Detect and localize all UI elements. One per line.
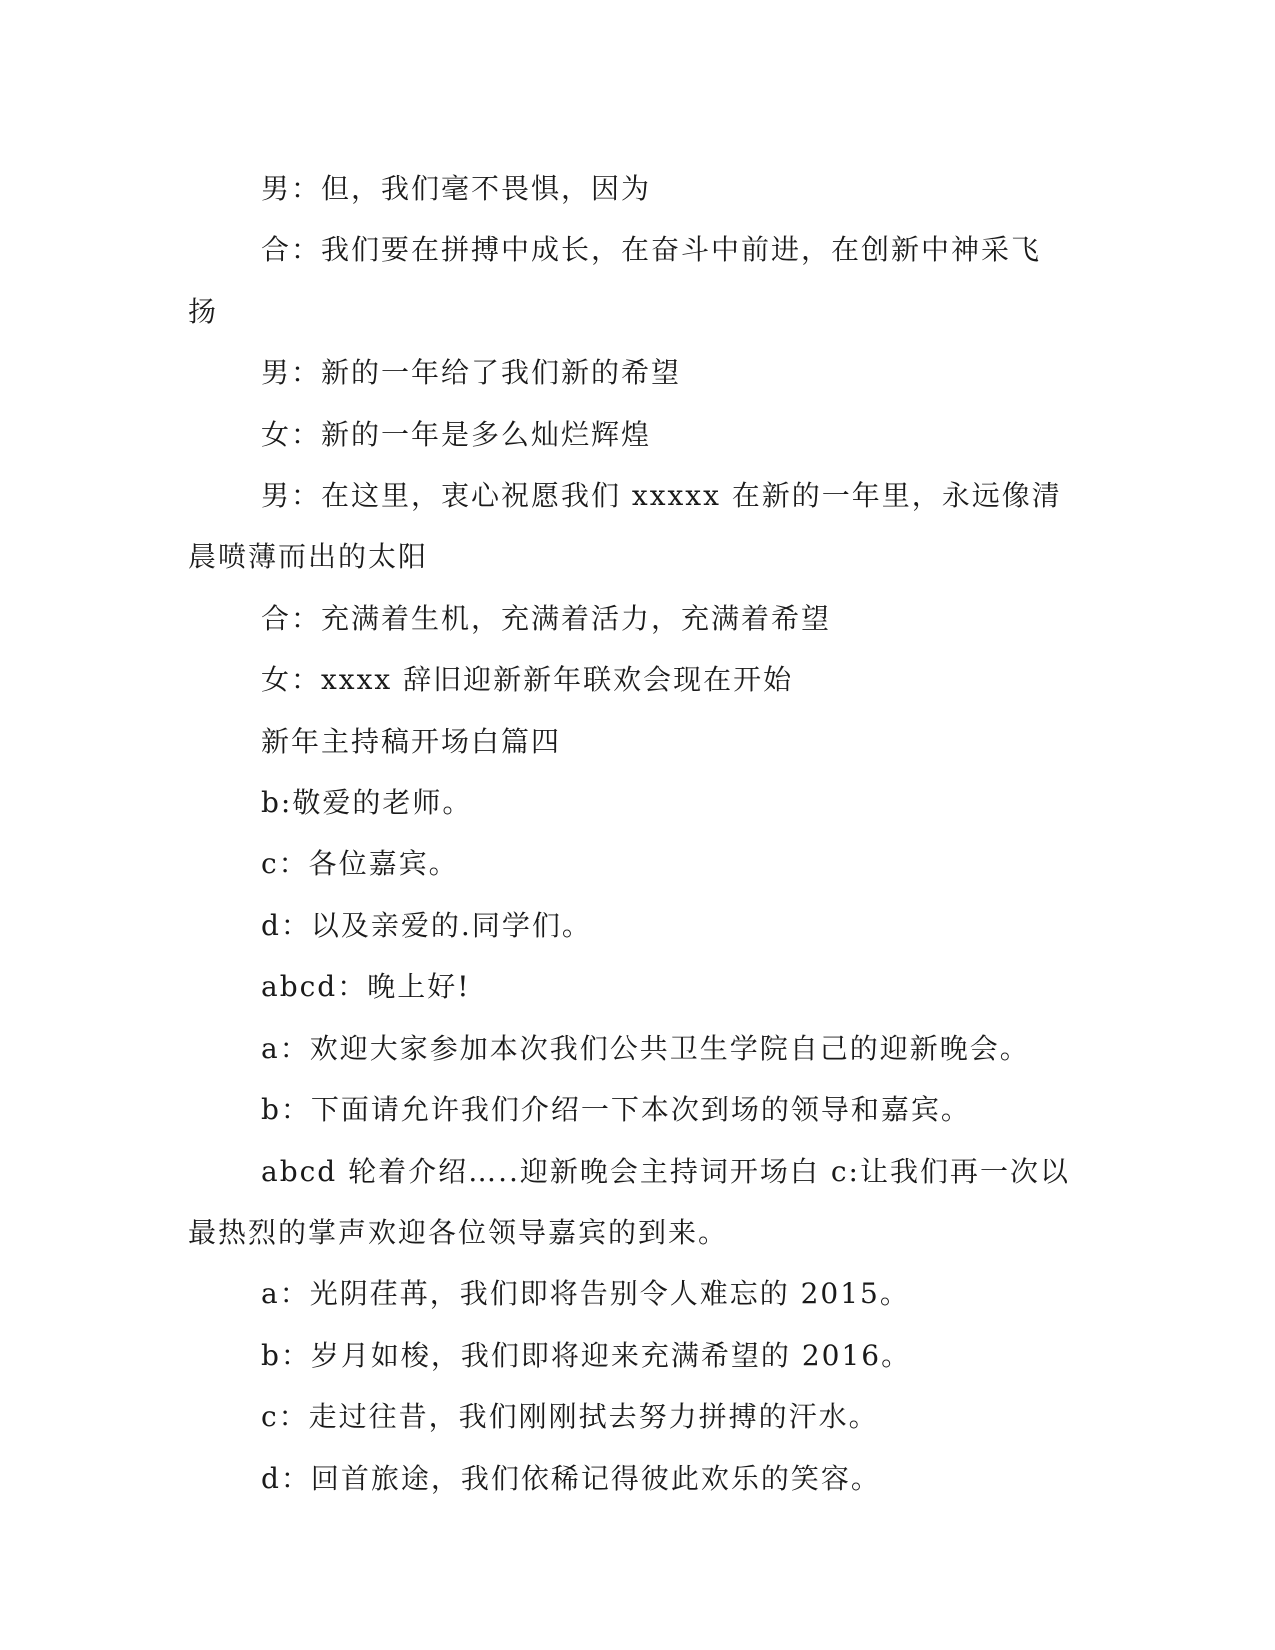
paragraph: 女：xxxx 辞旧迎新新年联欢会现在开始 <box>261 663 794 697</box>
paragraph: 男：在这里，衷心祝愿我们 xxxxx 在新的一年里，永远像清晨喷薄而出的太阳 <box>188 479 1062 574</box>
paragraph: c：走过往昔，我们刚刚拭去努力拼搏的汗水。 <box>261 1400 879 1434</box>
section-heading: 新年主持稿开场白篇四 <box>261 724 562 758</box>
paragraph: b：岁月如梭，我们即将迎来充满希望的 2016。 <box>261 1338 912 1372</box>
paragraph: a：光阴荏苒，我们即将告别令人难忘的 2015。 <box>261 1277 910 1311</box>
paragraph: d：以及亲爱的.同学们。 <box>261 908 592 942</box>
paragraph: d：回首旅途，我们依稀记得彼此欢乐的笑容。 <box>261 1461 881 1495</box>
paragraph: 合：我们要在拼搏中成长，在奋斗中前进，在创新中神采飞扬 <box>188 233 1042 328</box>
paragraph: b:敬爱的老师。 <box>261 786 473 820</box>
paragraph: 男：但，我们毫不畏惧，因为 <box>261 172 652 205</box>
paragraph: b：下面请允许我们介绍一下本次到场的领导和嘉宾。 <box>261 1093 971 1127</box>
paragraph: 男：新的一年给了我们新的希望 <box>261 356 682 390</box>
paragraph: 女：新的一年是多么灿烂辉煌 <box>261 417 652 451</box>
paragraph: 合：充满着生机，充满着活力，充满着希望 <box>261 601 832 635</box>
paragraph: a：欢迎大家参加本次我们公共卫生学院自己的迎新晚会。 <box>261 1031 1030 1065</box>
paragraph: abcd 轮着介绍…..迎新晚会主持词开场白 c:让我们再一次以最热烈的掌声欢迎各位领导嘉宾的到来。 <box>188 1154 1070 1249</box>
paragraph: abcd：晚上好! <box>261 970 471 1004</box>
paragraph: c：各位嘉宾。 <box>261 847 459 881</box>
document-body <box>188 158 1070 1509</box>
